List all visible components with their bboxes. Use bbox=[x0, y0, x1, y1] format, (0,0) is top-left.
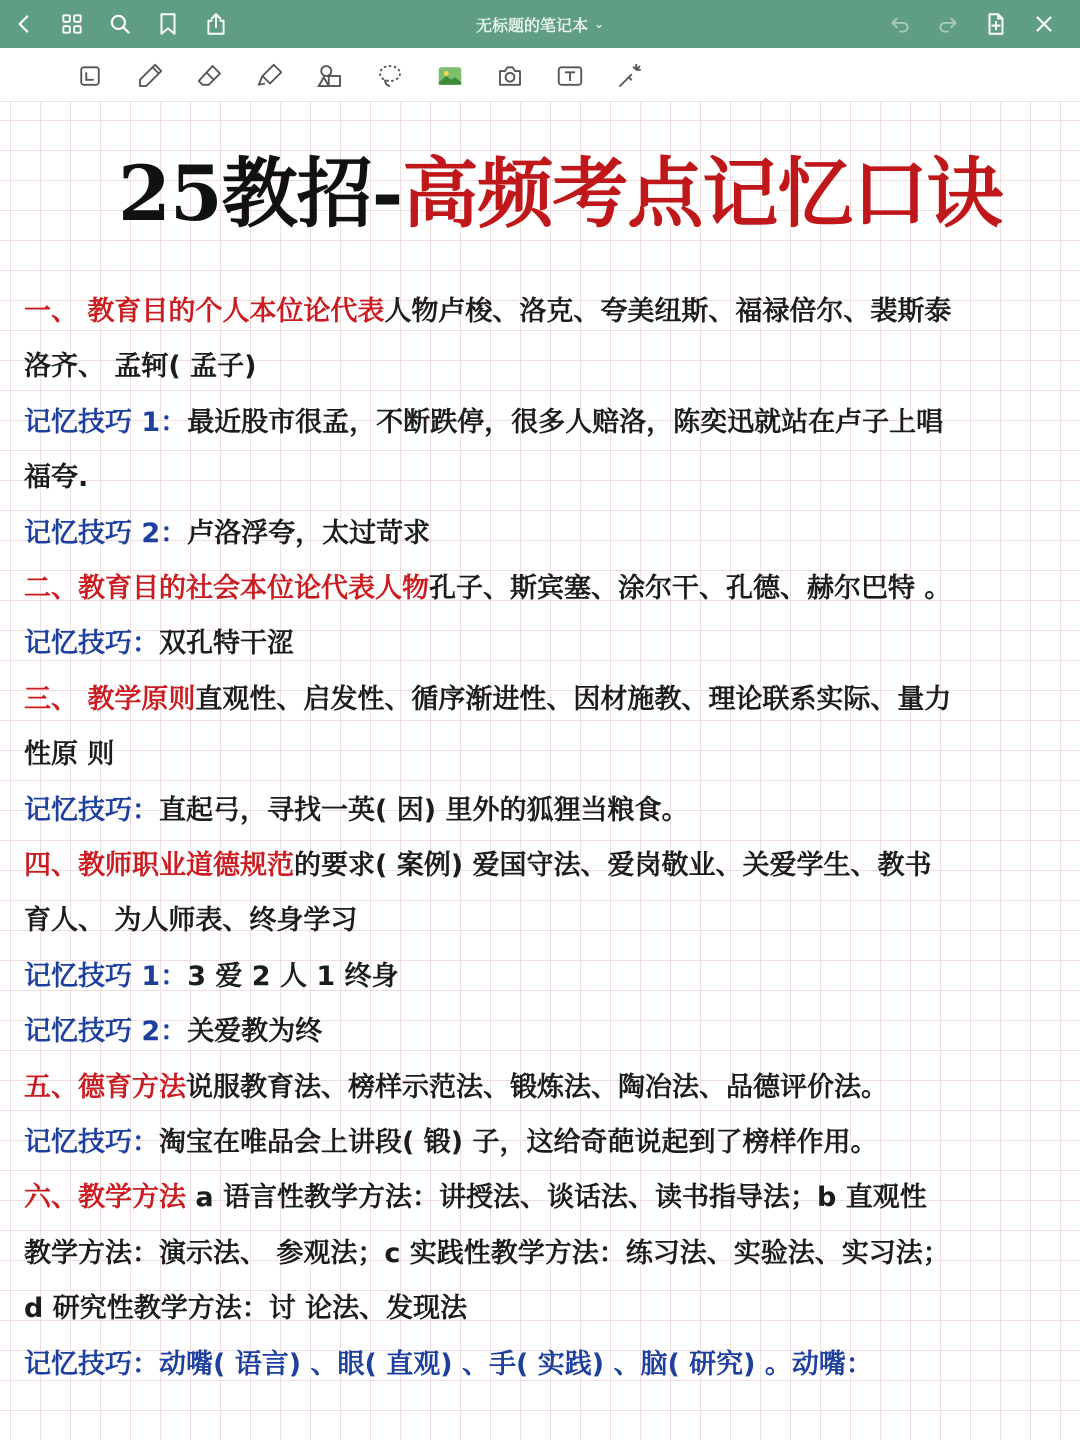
note-text: 洛齐、 孟轲( 孟子) bbox=[24, 351, 257, 383]
note-text: 孔子、斯宾塞、涂尔干、孔德、赫尔巴特 。 bbox=[429, 573, 952, 604]
note-line bbox=[24, 672, 1064, 727]
page-title-red: 高频考点记忆口诀 bbox=[402, 149, 1003, 238]
close-icon[interactable] bbox=[1028, 8, 1060, 40]
top-bar bbox=[0, 0, 1080, 48]
memory-tip-label: 记忆技巧 1： bbox=[24, 406, 188, 438]
topic-heading: 二、教育目的社会本位论代表人物 bbox=[24, 573, 429, 604]
note-line bbox=[24, 1170, 1064, 1225]
undo-icon[interactable] bbox=[884, 8, 916, 40]
note-line bbox=[24, 616, 1064, 671]
memory-tip-label: 记忆技巧： bbox=[24, 794, 159, 826]
lasso-icon[interactable] bbox=[372, 58, 408, 94]
highlighter-icon[interactable] bbox=[252, 58, 288, 94]
notebook-title[interactable] bbox=[340, 0, 740, 48]
note-text: d 研究性教学方法：讨 论法、发现法 bbox=[24, 1293, 468, 1325]
add-page-icon[interactable] bbox=[980, 8, 1012, 40]
text-icon[interactable] bbox=[552, 58, 588, 94]
bookmark-icon[interactable] bbox=[152, 8, 184, 40]
note-text: 双孔特干涩 bbox=[159, 628, 294, 660]
note-text: 说服教育法、榜样示范法、锻炼法、陶冶法、品德评价法。 bbox=[186, 1071, 888, 1103]
note-text: 淘宝在唯品会上讲段( 锻) 子，这给奇葩说起到了榜样作用。 bbox=[159, 1127, 878, 1158]
back-icon[interactable] bbox=[8, 8, 40, 40]
note-line bbox=[24, 949, 1064, 1004]
shapes-icon[interactable] bbox=[312, 58, 348, 94]
note-line bbox=[24, 1060, 1064, 1115]
image-icon[interactable] bbox=[432, 58, 468, 94]
note-line bbox=[24, 284, 1064, 339]
chevron-down-icon: ⌄ bbox=[593, 17, 605, 31]
laser-pointer-icon[interactable] bbox=[612, 58, 648, 94]
note-line bbox=[24, 506, 1064, 561]
note-text: 关爱教为终 bbox=[187, 1016, 323, 1048]
topic-heading: 四、教师职业道德规范 bbox=[24, 850, 294, 881]
note-line bbox=[24, 1004, 1064, 1059]
note-line bbox=[24, 838, 1064, 893]
note-line bbox=[24, 727, 1064, 782]
note-line bbox=[24, 893, 1064, 948]
note-line bbox=[24, 450, 1064, 505]
note-line bbox=[24, 1337, 1064, 1392]
note-text: 最近股市很孟，不断跌停，很多人赔洛，陈奕迅就站在卢子上唱 bbox=[187, 406, 944, 438]
page-title bbox=[118, 146, 1078, 242]
memory-tip-label: 记忆技巧 2： bbox=[24, 1016, 188, 1048]
note-text: 的要求( 案例) 爱国守法、爱岗敬业、关爱学生、教书 bbox=[294, 850, 932, 881]
note-text: 育人、 为人师表、终身学习 bbox=[24, 905, 358, 937]
note-line bbox=[24, 1281, 1064, 1336]
eraser-icon[interactable] bbox=[192, 58, 228, 94]
topic-heading: 一、 教育目的个人本位论代表 bbox=[24, 296, 385, 327]
drawing-toolbar bbox=[0, 48, 1080, 102]
page-title-black: 25教招- bbox=[118, 149, 403, 238]
notebook-title-text: 无标题的笔记本 bbox=[475, 15, 588, 35]
note-text: 直起弓，寻找一英( 因) 里外的狐狸当粮食。 bbox=[159, 794, 689, 826]
note-text: 直观性、启发性、循序渐进性、因材施教、理论联系实际、量力 bbox=[195, 683, 952, 715]
note-line bbox=[24, 1115, 1064, 1170]
note-line bbox=[24, 1226, 1064, 1281]
topic-heading: 五、德育方法 bbox=[24, 1071, 186, 1103]
note-text: 3 爱 2 人 1 终身 bbox=[187, 960, 399, 992]
note-text: 教学方法：演示法、 参观法；c 实践性教学方法：练习法、实验法、实习法； bbox=[24, 1237, 950, 1269]
memory-tip-label: 记忆技巧： bbox=[24, 628, 159, 660]
note-line bbox=[24, 783, 1064, 838]
pen-icon[interactable] bbox=[132, 58, 168, 94]
topic-heading: 六、教学方法 bbox=[24, 1182, 186, 1214]
grid-icon[interactable] bbox=[56, 8, 88, 40]
lasso-select-icon[interactable] bbox=[72, 58, 108, 94]
memory-tip-label: 记忆技巧：动嘴( 语言) 、眼( 直观) 、手( 实践) 、脑( 研究) 。动嘴： bbox=[24, 1348, 873, 1380]
note-line bbox=[24, 561, 1064, 616]
topic-heading: 三、 教学原则 bbox=[24, 683, 196, 715]
note-line bbox=[24, 339, 1064, 394]
search-icon[interactable] bbox=[104, 8, 136, 40]
share-icon[interactable] bbox=[200, 8, 232, 40]
note-text: a 语言性教学方法：讲授法、谈话法、读书指导法；b 直观性 bbox=[186, 1182, 927, 1214]
camera-icon[interactable] bbox=[492, 58, 528, 94]
memory-tip-label: 记忆技巧 2： bbox=[24, 517, 188, 549]
memory-tip-label: 记忆技巧： bbox=[24, 1127, 159, 1158]
note-text: 人物卢梭、洛克、夸美纽斯、福禄倍尔、裴斯泰 bbox=[384, 296, 952, 327]
note-text: 福夸. bbox=[24, 462, 89, 494]
note-text: 卢洛浮夸，太过苛求 bbox=[187, 517, 431, 549]
note-text: 性原 则 bbox=[24, 739, 115, 771]
redo-icon[interactable] bbox=[932, 8, 964, 40]
memory-tip-label: 记忆技巧 1： bbox=[24, 960, 188, 992]
note-line bbox=[24, 395, 1064, 450]
